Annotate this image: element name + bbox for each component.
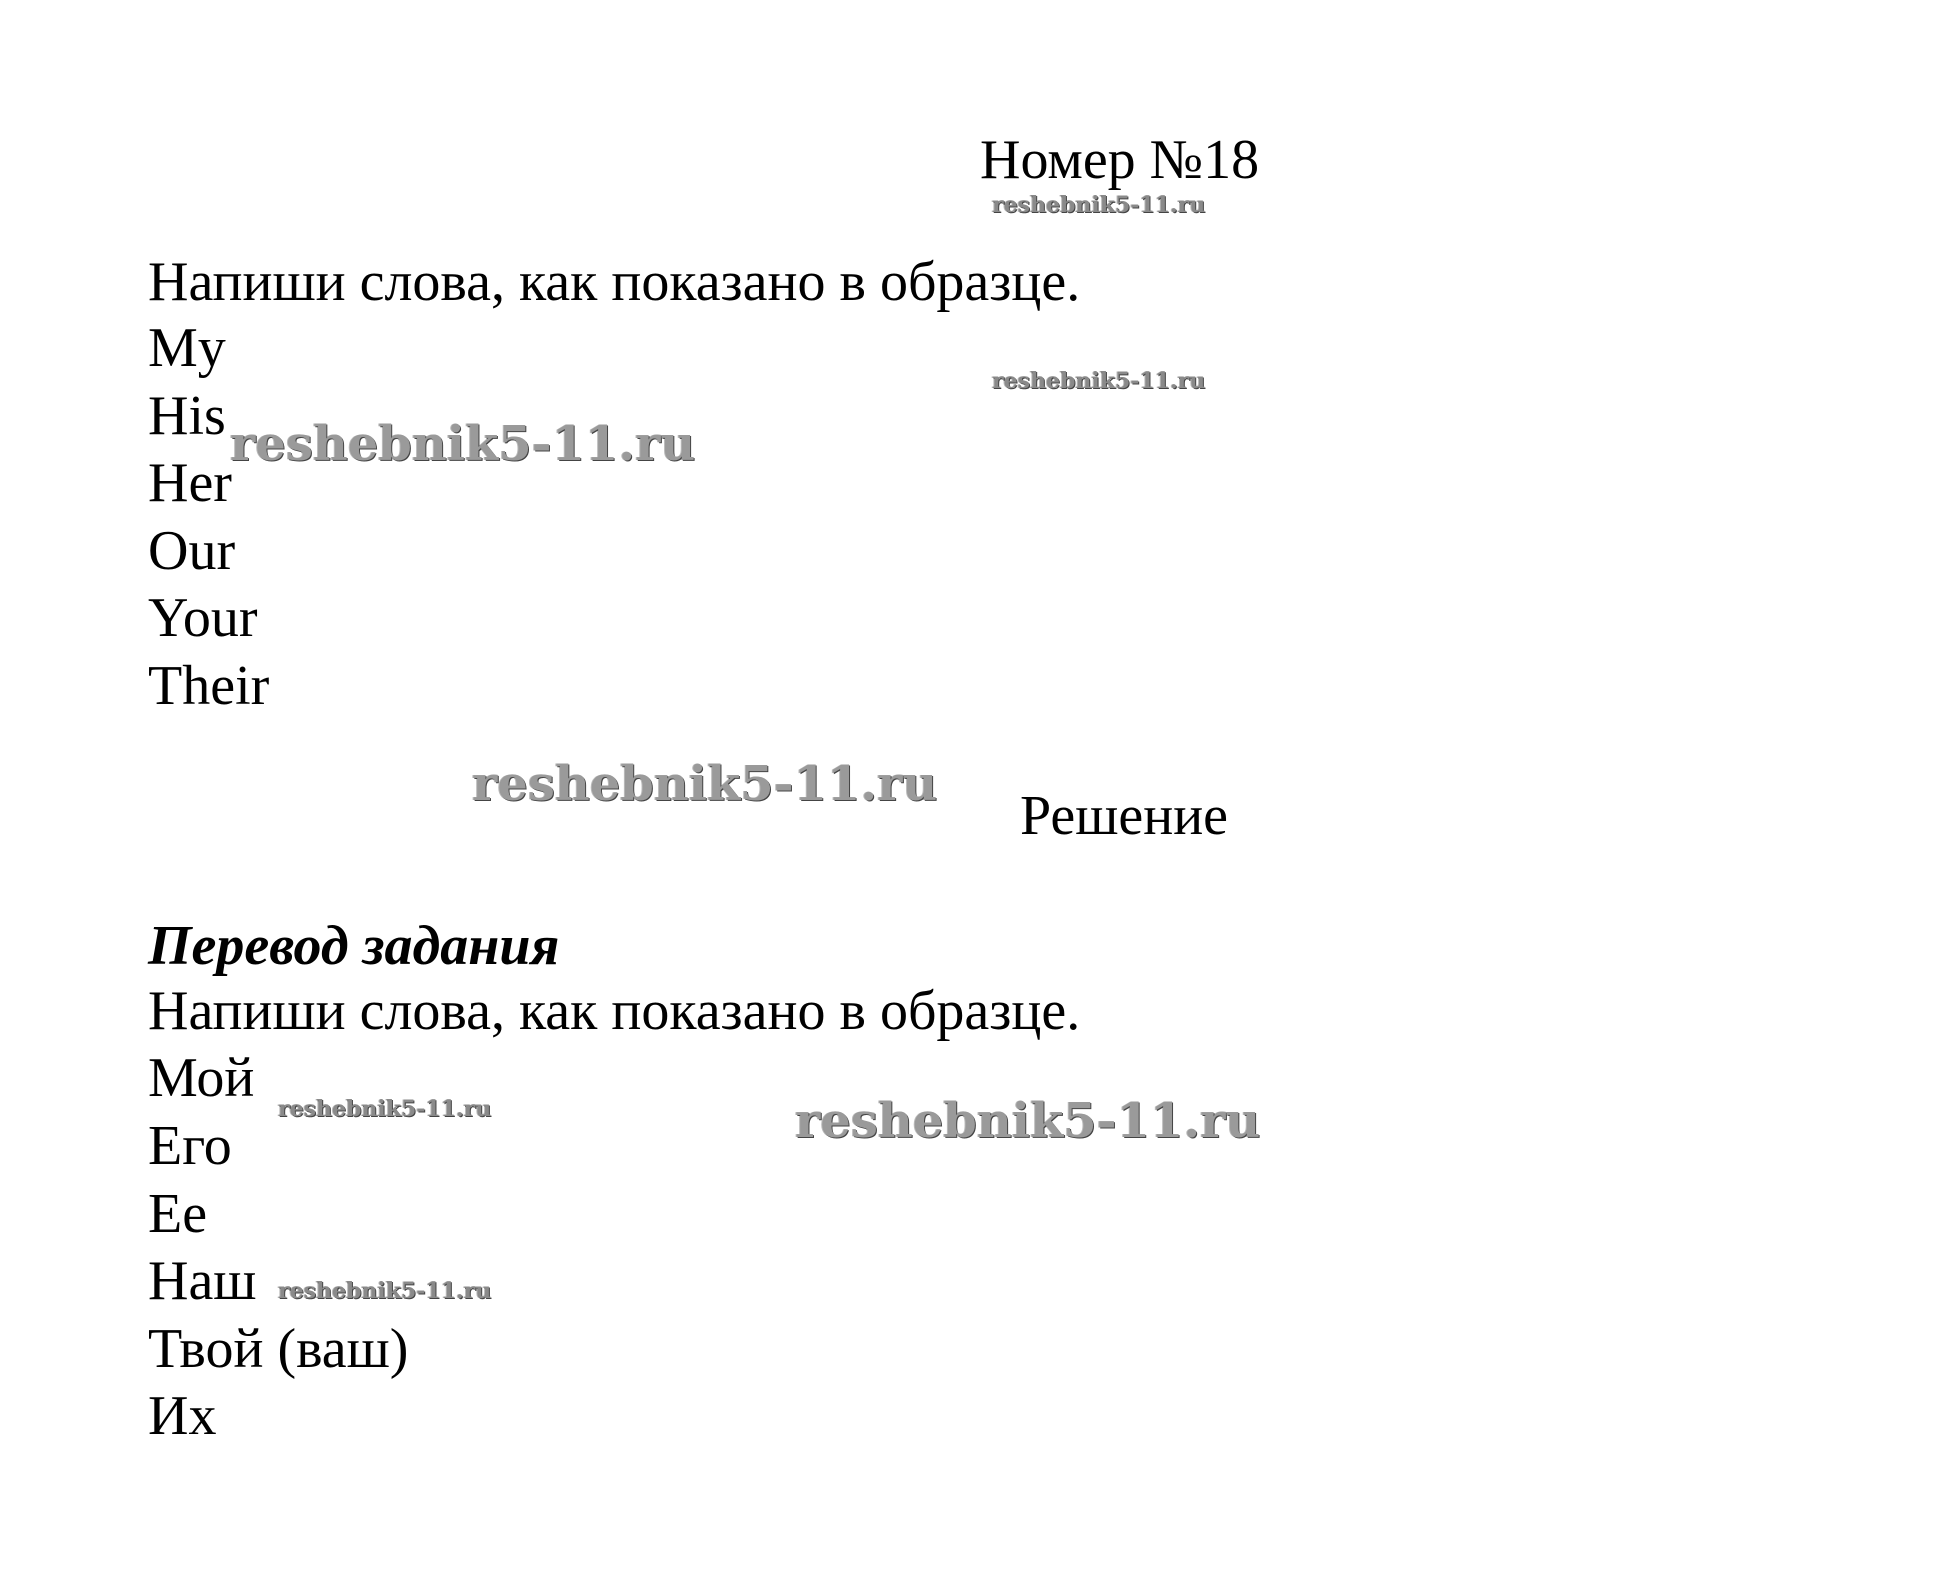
task-word: Your [148,587,258,649]
translation-word: Их [148,1385,217,1447]
task-word: His [148,385,226,447]
watermark: reshebnik5-11.ru [230,416,696,472]
translation-word: Мой [148,1047,255,1109]
translation-word: Его [148,1115,232,1177]
solution-heading: Решение [1020,785,1229,847]
watermark: reshebnik5-11.ru [992,192,1206,218]
task-instruction: Напиши слова, как показано в образце. [148,251,1081,313]
task-word: Her [148,452,232,514]
task-word: My [148,317,226,379]
translation-word: Твой (ваш) [148,1318,409,1380]
translation-word: Ее [148,1183,208,1245]
watermark: reshebnik5-11.ru [795,1093,1261,1149]
translation-word: Наш [148,1250,257,1312]
watermark: reshebnik5-11.ru [992,368,1206,394]
watermark: reshebnik5-11.ru [278,1278,492,1304]
task-word: Their [148,655,270,717]
translation-heading: Перевод задания [148,915,560,977]
task-word: Our [148,520,236,582]
translation-instruction: Напиши слова, как показано в образце. [148,980,1081,1042]
watermark: reshebnik5-11.ru [278,1096,492,1122]
watermark: reshebnik5-11.ru [472,756,938,812]
page-title: Номер №18 [980,129,1260,191]
